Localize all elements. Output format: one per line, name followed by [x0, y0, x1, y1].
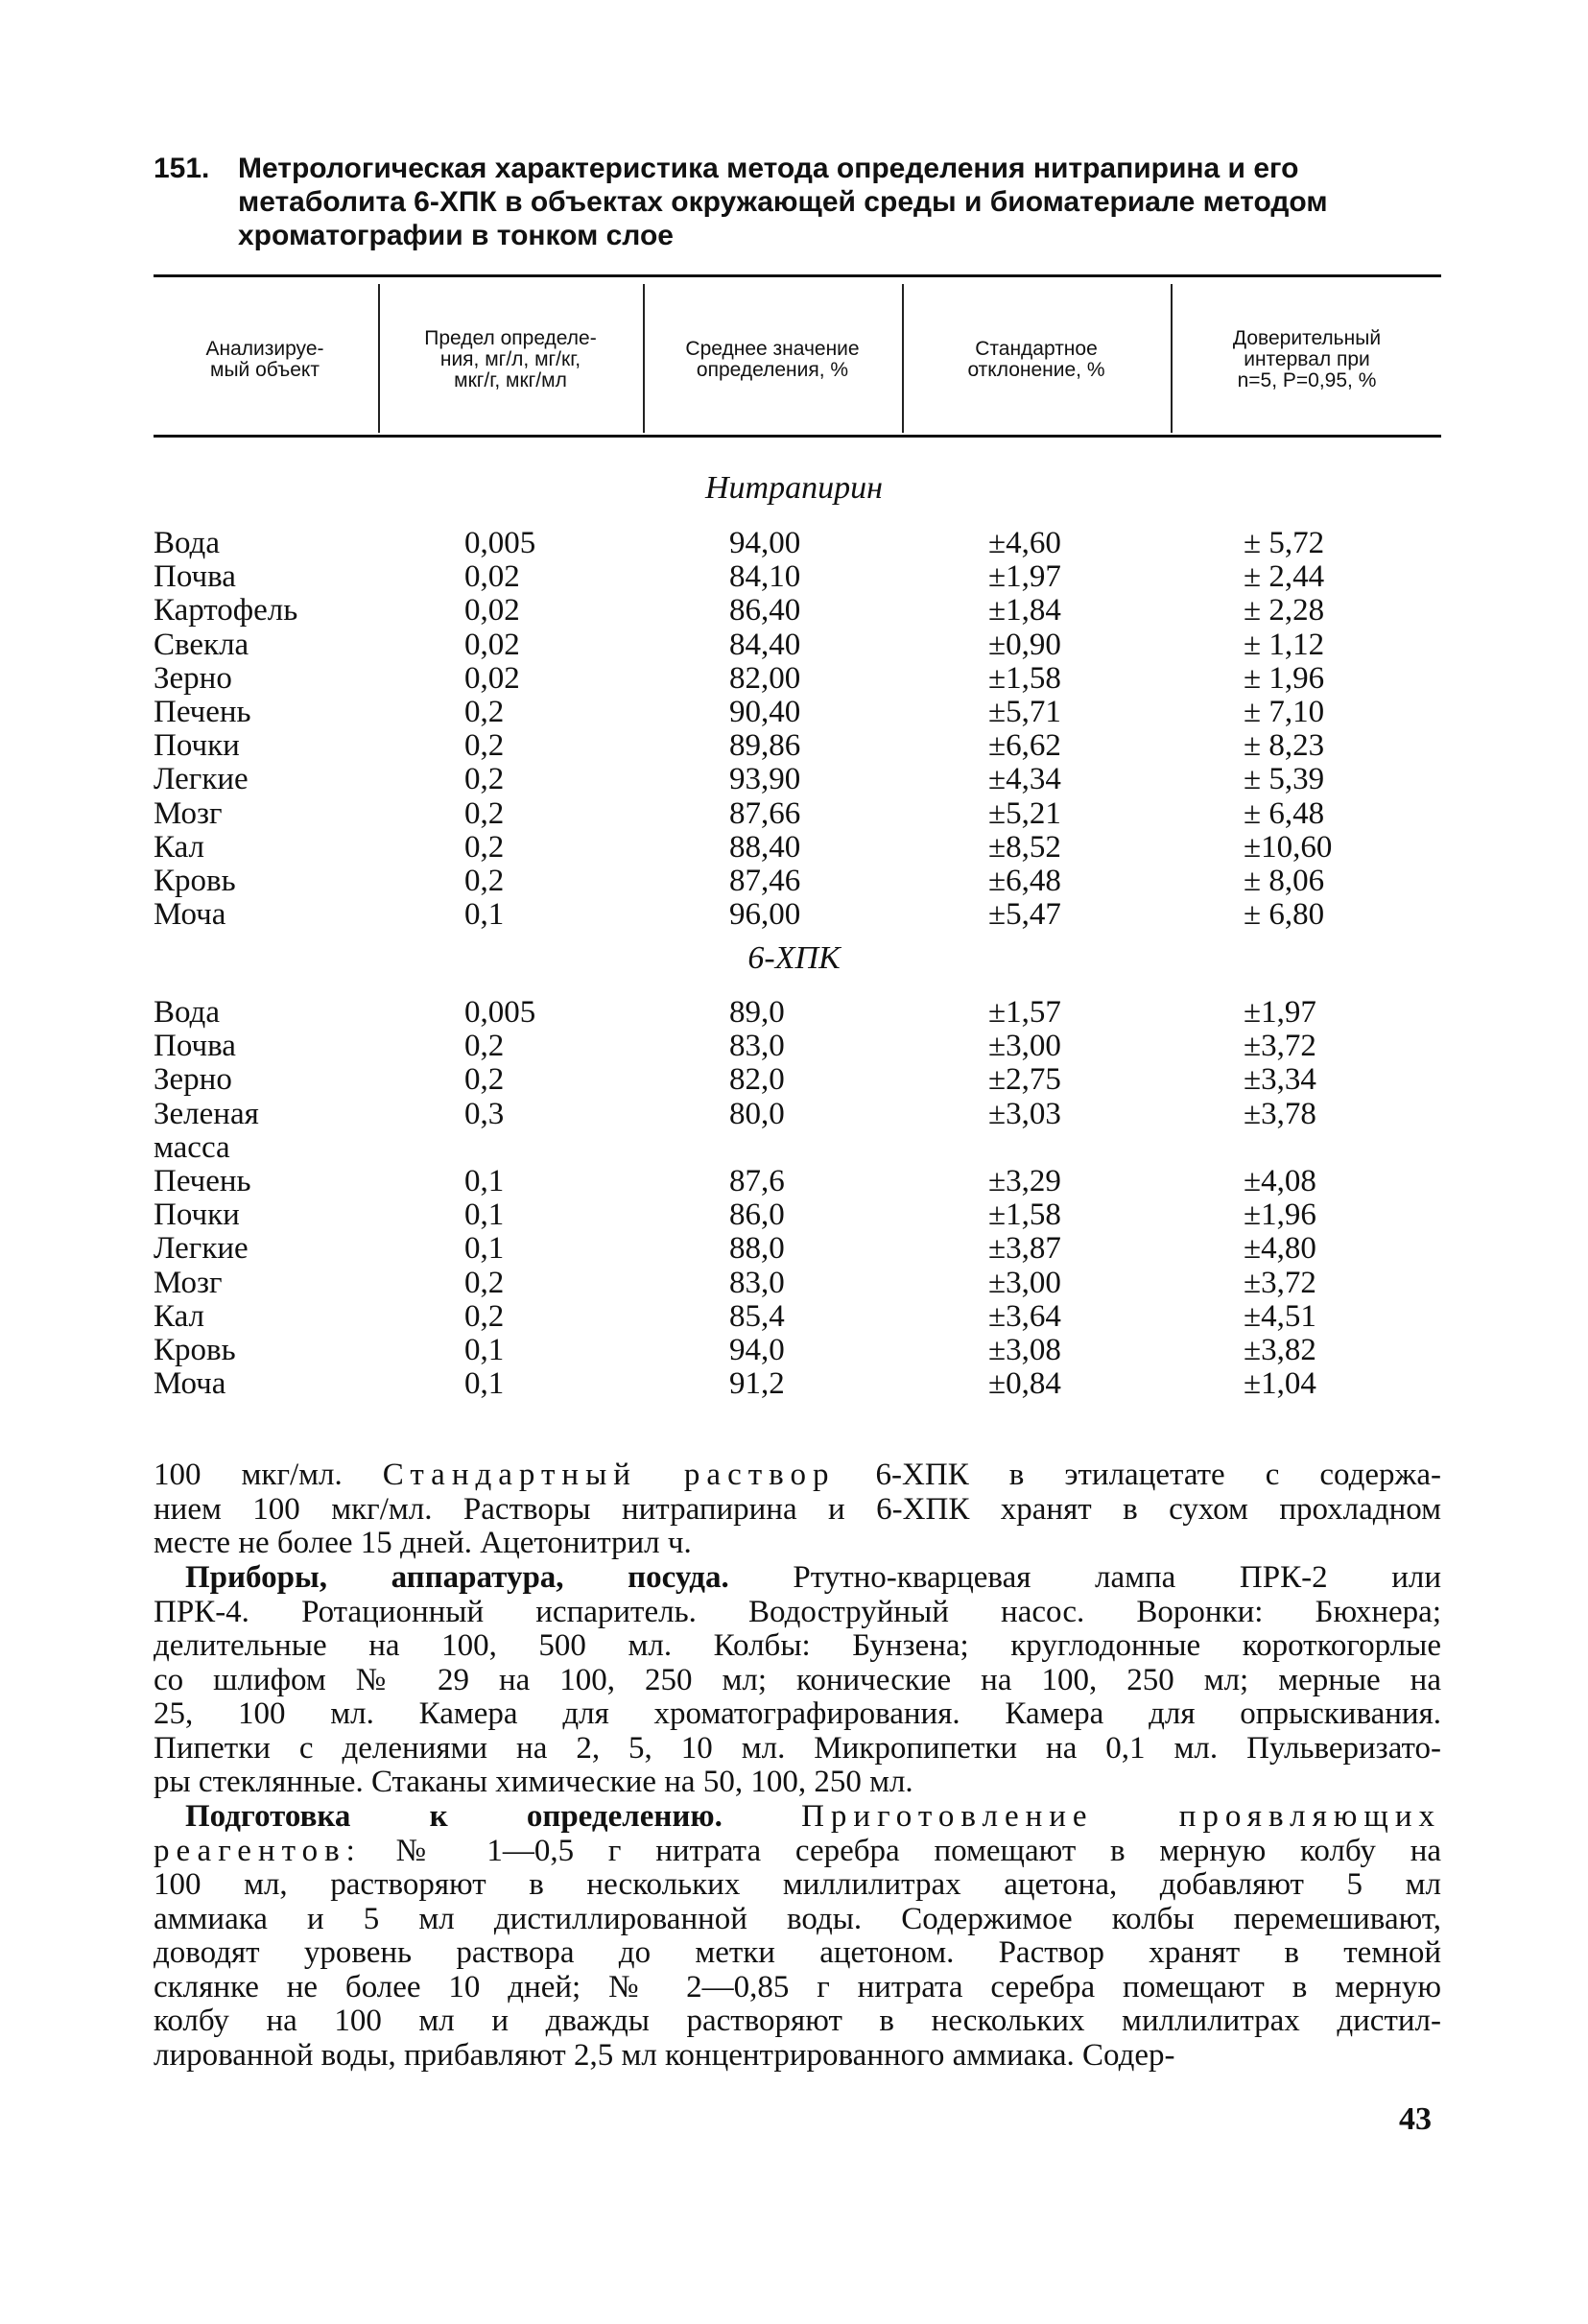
cell-object: Кровь [154, 864, 236, 898]
text-line: Пипетки с делениями на 2, 5, 10 мл. Микропипетки на 0,1 мл. Пульверизато- [154, 1730, 1441, 1766]
cell-mean: 94,0 [729, 1333, 785, 1367]
cell-object: Печень [154, 1164, 251, 1198]
cell-object: Мозг [154, 795, 223, 831]
text-line: ры стеклянные. Стаканы химические на 50, 100, 250 мл. [154, 1765, 913, 1799]
cell-stddev: ±1,57 [988, 995, 1061, 1030]
cell-interval: ± 6,48 [1244, 795, 1325, 831]
cell-mean: 94,00 [729, 526, 801, 560]
table-row [0, 1366, 1588, 1401]
header-text: Среднее значение определения, % [685, 338, 860, 381]
cell-stddev: ±5,21 [988, 795, 1061, 831]
cell-stddev: ±4,60 [988, 526, 1061, 560]
cell-mean: 89,0 [729, 995, 785, 1030]
cell-interval: ± 2,44 [1244, 559, 1325, 595]
cell-object: Кровь [154, 1333, 236, 1367]
cell-limit: 0,1 [464, 1333, 505, 1367]
table-caption [154, 152, 1439, 252]
cell-limit: 0,2 [464, 1029, 505, 1064]
cell-interval: ± 5,39 [1244, 762, 1325, 797]
cell-limit: 0,1 [464, 1366, 505, 1402]
cell-object: Почва [154, 559, 236, 595]
header-text: Доверительный интервал при n=5, P=0,95, % [1232, 327, 1382, 391]
cell-mean: 88,40 [729, 829, 801, 865]
cell-object: Моча [154, 897, 226, 933]
table-row [0, 728, 1588, 763]
cell-stddev: ±6,62 [988, 728, 1061, 764]
table-header-rule [154, 435, 1441, 438]
text-line: реагентов: № 1—0,5 г нитрата серебра помещают в мерную колбу на [154, 1833, 1441, 1868]
cell-limit: 0,005 [464, 526, 536, 560]
cell-object: Вода [154, 526, 220, 560]
cell-mean: 86,40 [729, 593, 801, 628]
cell-mean: 83,0 [729, 1029, 785, 1064]
text-line: 100 мкг/мл. Стандартный раствор 6-ХПК в этилацетате с содержа- [154, 1458, 1441, 1492]
cell-stddev: ±0,90 [988, 627, 1061, 662]
text-line: делительные на 100, 500 мл. Колбы: Бунзена; круглодонные короткогорлые [154, 1628, 1441, 1663]
cell-interval: ±1,97 [1244, 995, 1316, 1030]
cell-object: Легкие [154, 1231, 249, 1267]
cell-interval: ± 8,06 [1244, 864, 1325, 898]
header-text: Предел определе- ния, мг/л, мг/кг, мкг/г, мкг/мл [424, 327, 597, 391]
cell-limit: 0,1 [464, 897, 505, 933]
cell-object: Зерно [154, 660, 232, 696]
cell-interval: ± 7,10 [1244, 695, 1325, 729]
table-row [0, 897, 1588, 932]
cell-limit: 0,2 [464, 1062, 505, 1098]
cell-object: Картофель [154, 593, 298, 628]
text-line: 100 мл, растворяют в нескольких миллилитрах ацетона, добавляют 5 мл [154, 1867, 1441, 1902]
text-line: нием 100 мкг/мл. Растворы нитрапирина и 6-ХПК хранят в сухом прохладном [154, 1491, 1441, 1527]
column-header-interval [1173, 288, 1441, 432]
cell-stddev: ±1,58 [988, 660, 1061, 696]
table-row [0, 1231, 1588, 1266]
cell-interval: ± 8,23 [1244, 728, 1325, 764]
cell-stddev: ±6,48 [988, 864, 1061, 898]
cell-object: Зеленая [154, 1096, 259, 1131]
cell-object: Почки [154, 728, 240, 764]
cell-limit: 0,1 [464, 1231, 505, 1267]
cell-limit: 0,2 [464, 1298, 505, 1334]
cell-stddev: ±1,97 [988, 559, 1061, 595]
cell-stddev: ±1,58 [988, 1198, 1061, 1233]
cell-interval: ±4,08 [1244, 1164, 1316, 1198]
cell-limit: 0,1 [464, 1198, 505, 1233]
table-row [0, 628, 1588, 662]
cell-limit: 0,1 [464, 1164, 505, 1198]
table-row [0, 762, 1588, 796]
cell-limit: 0,2 [464, 762, 505, 797]
cell-stddev: ±8,52 [988, 829, 1061, 865]
table-row [0, 1029, 1588, 1063]
table-row [0, 1164, 1588, 1198]
cell-mean: 89,86 [729, 728, 801, 764]
cell-stddev: ±3,08 [988, 1333, 1061, 1367]
text-line: ПРК-4. Ротационный испаритель. Водоструйный насос. Воронки: Бюхнера; [154, 1594, 1441, 1629]
paragraph-3 [154, 1800, 1441, 2073]
cell-mean: 87,6 [729, 1164, 785, 1198]
cell-mean: 87,46 [729, 864, 801, 898]
text-line: месте не более 15 дней. Ацетонитрил ч. [154, 1526, 692, 1560]
cell-stddev: ±3,00 [988, 1029, 1061, 1064]
cell-stddev: ±3,87 [988, 1231, 1061, 1267]
table-title: Метрологическая характеристика метода определения нитрапирина и его метаболита 6-ХПК в объектах окружающей среды и биоматериале методом хроматографии в тонком слое [238, 153, 1328, 251]
cell-limit: 0,2 [464, 695, 505, 729]
cell-object: масса [154, 1129, 230, 1165]
table-row [0, 796, 1588, 831]
table-row [0, 864, 1588, 898]
header-text: Анализируе- мый объект [205, 338, 324, 381]
cell-interval: ±3,78 [1244, 1096, 1316, 1131]
cell-interval: ±10,60 [1244, 829, 1333, 865]
table-row [0, 1130, 1588, 1165]
table-row [0, 1266, 1588, 1300]
cell-object: Свекла [154, 627, 249, 662]
cell-object: Мозг [154, 1265, 223, 1300]
table-row [0, 593, 1588, 628]
cell-stddev: ±3,64 [988, 1298, 1061, 1334]
cell-object: Кал [154, 829, 204, 865]
cell-limit: 0,2 [464, 795, 505, 831]
cell-stddev: ±0,84 [988, 1366, 1061, 1402]
cell-mean: 82,00 [729, 660, 801, 696]
cell-interval: ± 1,12 [1244, 627, 1325, 662]
text-line: Приборы, аппаратура, посуда. Ртутно-кварцевая лампа ПРК-2 или [154, 1560, 1442, 1595]
table-row [0, 559, 1588, 594]
cell-limit: 0,02 [464, 593, 520, 628]
cell-object: Почва [154, 1029, 236, 1064]
cell-stddev: ±5,71 [988, 695, 1061, 729]
cell-object: Почки [154, 1198, 240, 1233]
text-line: Подготовка к определению. Приготовление проявляющих [154, 1799, 1441, 1834]
cell-mean: 86,0 [729, 1198, 785, 1233]
cell-limit: 0,02 [464, 559, 520, 595]
text-line: склянке не более 10 дней; № 2—0,85 г нитрата серебра помещают в мерную [154, 1969, 1441, 2004]
paragraph-1 [154, 1458, 1441, 1561]
cell-mean: 90,40 [729, 695, 801, 729]
text-line: доводят уровень раствора до метки ацетоном. Раствор хранят в темной [154, 1935, 1441, 1970]
cell-interval: ±4,80 [1244, 1231, 1316, 1267]
column-header-stddev [904, 288, 1169, 432]
table-row [0, 1299, 1588, 1334]
cell-object: Печень [154, 695, 251, 729]
cell-interval: ±1,04 [1244, 1366, 1316, 1402]
cell-interval: ±1,96 [1244, 1198, 1316, 1233]
text-line: лированной воды, прибавляют 2,5 мл концентрированного аммиака. Содер- [154, 2037, 1175, 2073]
cell-interval: ±3,72 [1244, 1029, 1316, 1064]
cell-interval: ±4,51 [1244, 1298, 1316, 1334]
cell-object: Легкие [154, 762, 249, 797]
cell-limit: 0,2 [464, 1265, 505, 1300]
table-row [0, 1062, 1588, 1097]
cell-limit: 0,02 [464, 660, 520, 696]
table-number: 151. [154, 153, 210, 184]
section-title: 6-ХПК [747, 940, 841, 976]
table-row [0, 1097, 1588, 1131]
cell-mean: 87,66 [729, 795, 801, 831]
table-row [0, 995, 1588, 1030]
cell-limit: 0,02 [464, 627, 520, 662]
table-row [0, 695, 1588, 729]
cell-stddev: ±3,00 [988, 1265, 1061, 1300]
table-row [0, 1333, 1588, 1367]
table-top-rule [154, 274, 1441, 277]
column-header-limit [380, 288, 641, 432]
page-number: 43 [1399, 2101, 1432, 2137]
header-text: Стандартное отклонение, % [967, 338, 1105, 381]
cell-object: Моча [154, 1366, 226, 1402]
cell-mean: 96,00 [729, 897, 801, 933]
cell-limit: 0,2 [464, 829, 505, 865]
cell-interval: ± 5,72 [1244, 526, 1325, 560]
cell-interval: ± 2,28 [1244, 593, 1325, 628]
cell-mean: 84,10 [729, 559, 801, 595]
table-row [0, 526, 1588, 560]
cell-mean: 93,90 [729, 762, 801, 797]
cell-limit: 0,2 [464, 864, 505, 898]
cell-stddev: ±5,47 [988, 897, 1061, 933]
column-header-object [154, 288, 376, 432]
table-row [0, 661, 1588, 696]
cell-limit: 0,005 [464, 995, 536, 1030]
cell-mean: 91,2 [729, 1366, 785, 1402]
cell-object: Зерно [154, 1062, 232, 1098]
cell-mean: 84,40 [729, 627, 801, 662]
cell-mean: 85,4 [729, 1298, 785, 1334]
table-row [0, 830, 1588, 865]
cell-object: Кал [154, 1298, 204, 1334]
column-header-mean [645, 288, 900, 432]
cell-interval: ±3,34 [1244, 1062, 1316, 1098]
cell-interval: ± 6,80 [1244, 897, 1325, 933]
cell-mean: 88,0 [729, 1231, 785, 1267]
cell-stddev: ±2,75 [988, 1062, 1061, 1098]
cell-mean: 82,0 [729, 1062, 785, 1098]
cell-interval: ±3,72 [1244, 1265, 1316, 1300]
cell-mean: 83,0 [729, 1265, 785, 1300]
cell-stddev: ±1,84 [988, 593, 1061, 628]
text-line: 25, 100 мл. Камера для хроматографирования. Камера для опрыскивания. [154, 1696, 1441, 1731]
section-title: Нитрапирин [705, 470, 883, 506]
text-line: со шлифом № 29 на 100, 250 мл; конические на 100, 250 мл; мерные на [154, 1662, 1441, 1697]
cell-stddev: ±3,29 [988, 1164, 1061, 1198]
cell-stddev: ±3,03 [988, 1096, 1061, 1131]
cell-object: Вода [154, 995, 220, 1030]
cell-limit: 0,2 [464, 728, 505, 764]
text-line: колбу на 100 мл и дважды растворяют в нескольких миллилитрах дистил- [154, 2004, 1441, 2038]
cell-limit: 0,3 [464, 1096, 505, 1131]
cell-mean: 80,0 [729, 1096, 785, 1131]
cell-stddev: ±4,34 [988, 762, 1061, 797]
cell-interval: ± 1,96 [1244, 660, 1325, 696]
cell-interval: ±3,82 [1244, 1333, 1316, 1367]
paragraph-2 [154, 1561, 1441, 1800]
text-line: аммиака и 5 мл дистиллированной воды. Содержимое колбы перемешивают, [154, 1901, 1441, 1936]
table-row [0, 1198, 1588, 1232]
